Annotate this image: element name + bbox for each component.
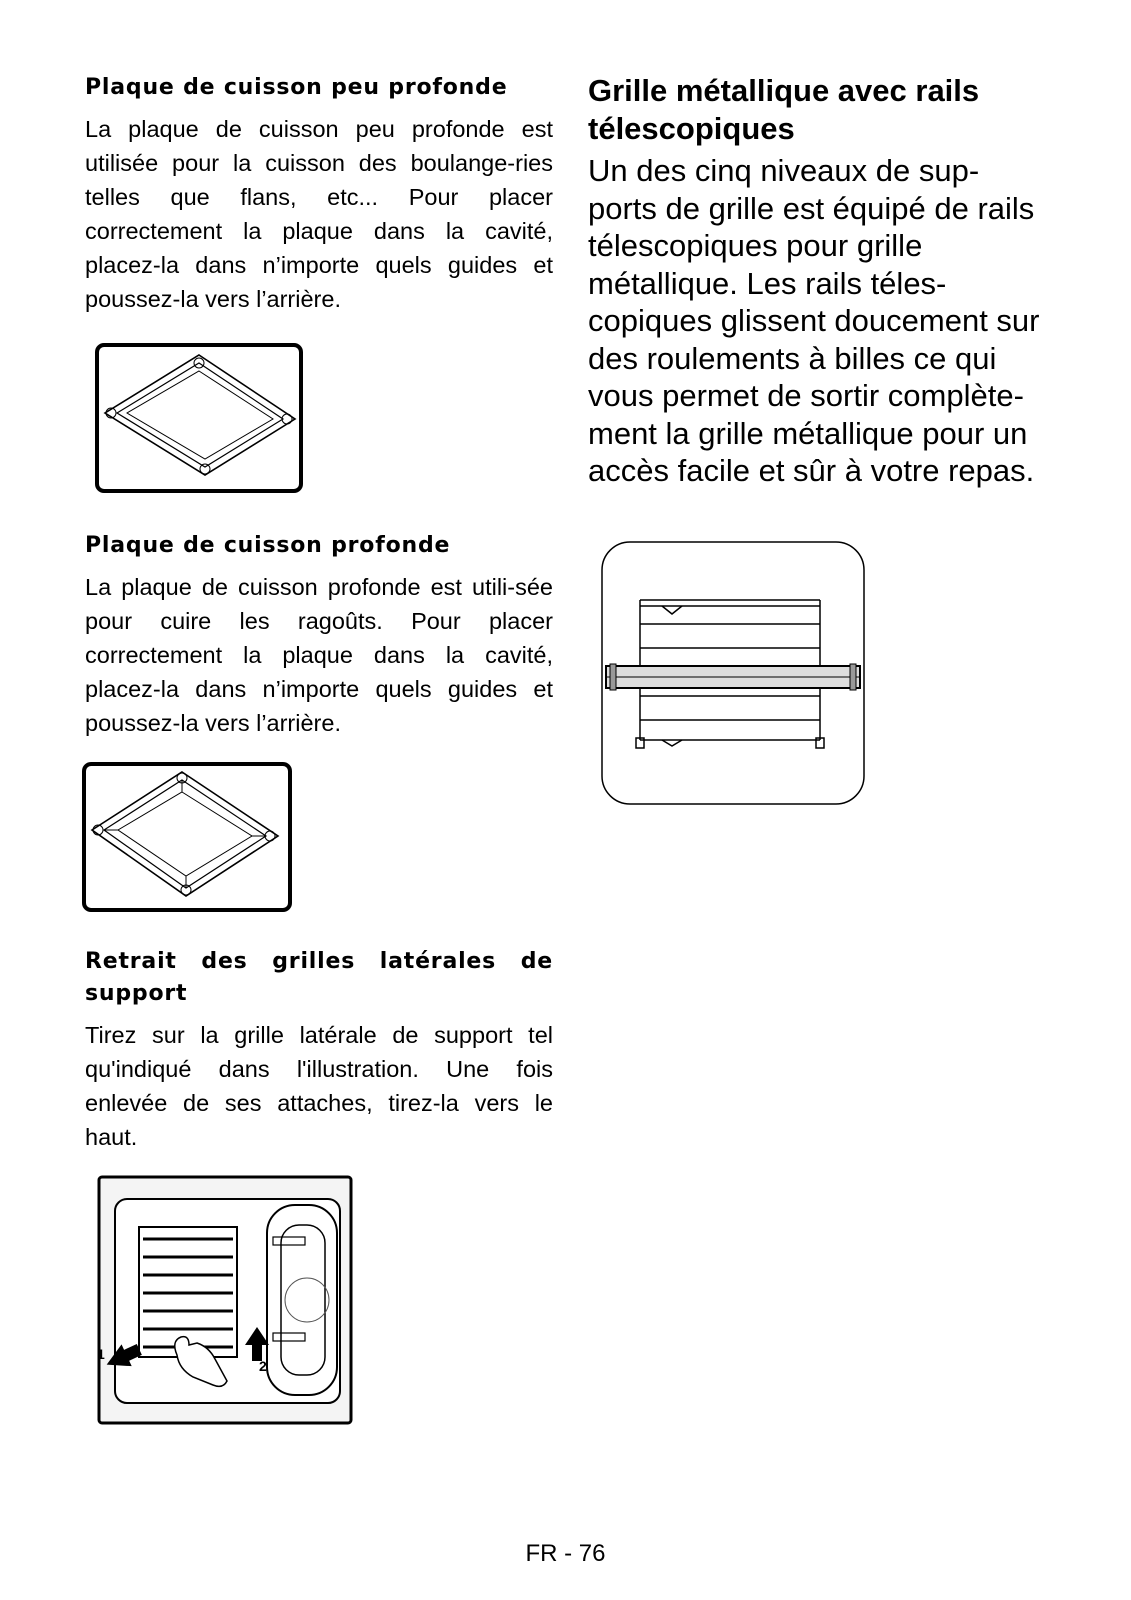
telescopic-heading: Grille métallique avec rails télescopiques bbox=[588, 73, 980, 146]
side-rack-heading: Retrait des grilles latérales de support bbox=[85, 949, 553, 1006]
page-number: FR - 76 bbox=[525, 1540, 606, 1567]
left-column bbox=[85, 72, 553, 316]
side-rack-section bbox=[85, 946, 553, 1154]
oven-side-rack-figure bbox=[97, 1175, 353, 1425]
arrow-label-1: 1 bbox=[97, 1346, 105, 1362]
shallow-tray-heading: Plaque de cuisson peu profonde bbox=[85, 75, 508, 100]
deep-tray-text: La plaque de cuisson profonde est utili-sée pour cuire les ragoûts. Pour placer correctement la plaque dans la cavité, placez-la dans n’importe quels guides et poussez-la vers l’arrière. bbox=[85, 574, 553, 736]
deep-tray-figure bbox=[82, 762, 292, 912]
shallow-tray-figure bbox=[95, 343, 303, 493]
telescopic-rack-figure bbox=[600, 540, 866, 806]
telescopic-text: Un des cinq niveaux de sup-ports de grille est équipé de rails télescopiques pour grille métallique. Les rails téles-copiques glissent doucement sur des roulements à billes ce qui vous permet de sortir complète-ment la grille métallique pour un accès facile et sûr à votre repas. bbox=[588, 153, 1040, 488]
right-column bbox=[588, 72, 1048, 490]
deep-tray-section bbox=[85, 530, 553, 740]
arrow-label-2: 2 bbox=[259, 1358, 267, 1374]
shallow-tray-text: La plaque de cuisson peu profonde est utilisée pour la cuisson des boulange-ries telles que flans, etc... Pour placer correctement la plaque dans la cavité, placez-la dans n’importe quels guides et poussez-la vers l’arrière. bbox=[85, 116, 553, 312]
side-rack-text: Tirez sur la grille latérale de support tel qu'indiqué dans l'illustration. Une fois enlevée de ses attaches, tirez-la vers le haut. bbox=[85, 1022, 553, 1150]
deep-tray-heading: Plaque de cuisson profonde bbox=[85, 533, 451, 558]
